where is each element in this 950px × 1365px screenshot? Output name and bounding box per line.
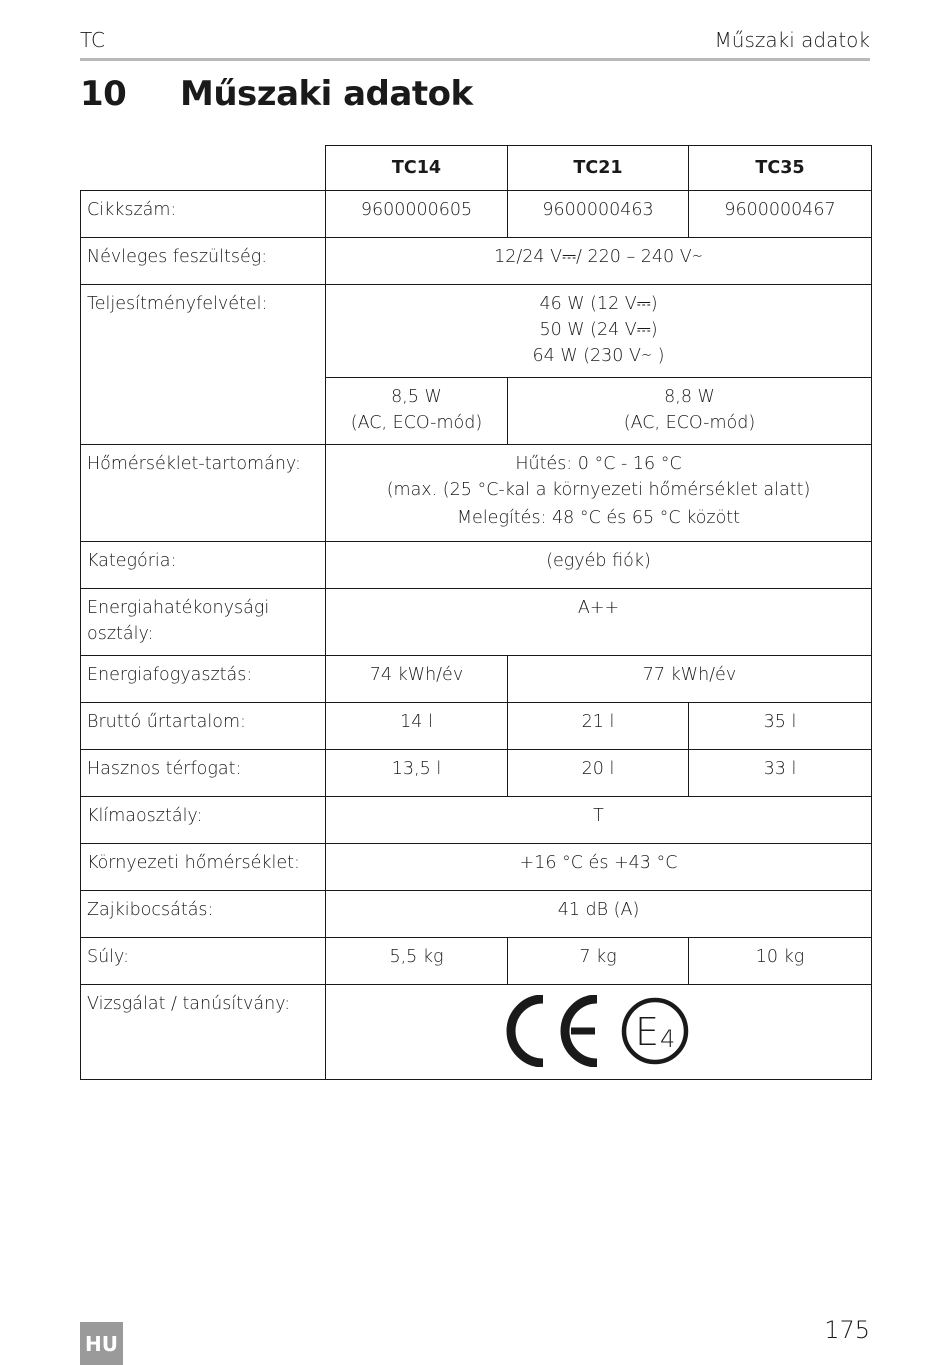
cell-value: 9600000463 xyxy=(508,191,689,238)
table-row xyxy=(81,238,872,285)
cell-value: 9600000467 xyxy=(689,191,872,238)
cell-value: 77 kWh/év xyxy=(508,656,872,703)
cell-value: +16 °C és +43 °C xyxy=(326,844,872,891)
temp-note: (max. (25 °C-kal a környezeti hőmérséklet alatt) xyxy=(386,480,811,500)
e4-approval-icon xyxy=(619,995,695,1067)
cell-value: 9600000605 xyxy=(326,191,508,238)
cell-value: T xyxy=(326,797,872,844)
table-row xyxy=(81,891,872,938)
cell-value: 33 l xyxy=(689,750,872,797)
table-row xyxy=(81,750,872,797)
cell-value: 74 kWh/év xyxy=(326,656,508,703)
table-row xyxy=(81,589,872,656)
row-label: Bruttó űrtartalom: xyxy=(81,703,326,750)
cell-value xyxy=(326,378,508,445)
row-label: Teljesítményfelvétel: xyxy=(81,285,326,445)
table-row xyxy=(81,985,872,1080)
cell-value xyxy=(326,445,872,542)
row-label: Energiafogyasztás: xyxy=(81,656,326,703)
row-label: Kategória: xyxy=(81,542,326,589)
cell-value: A++ xyxy=(326,589,872,656)
cell-value: 35 l xyxy=(689,703,872,750)
table-row xyxy=(81,542,872,589)
table-row xyxy=(81,445,872,542)
page-number: 175 xyxy=(824,1316,870,1344)
cell-value: (egyéb fiók) xyxy=(326,542,872,589)
cert-cell xyxy=(326,985,872,1080)
power-line-12v: 46 W (12 V⎓) xyxy=(539,294,658,314)
header-left: TC xyxy=(80,28,106,52)
row-label: Hasznos térfogat: xyxy=(81,750,326,797)
cell-value xyxy=(326,285,872,378)
table-row xyxy=(81,703,872,750)
power-line-24v: 50 W (24 V⎓) xyxy=(539,320,658,340)
table-row xyxy=(81,285,872,378)
row-label: Zajkibocsátás: xyxy=(81,891,326,938)
spec-table xyxy=(80,145,872,1080)
cell-value: 10 kg xyxy=(689,938,872,985)
temp-heating: Melegítés: 48 °C és 65 °C között xyxy=(456,508,741,528)
cell-value: 14 l xyxy=(326,703,508,750)
header-rule xyxy=(80,58,870,61)
cell-value: 20 l xyxy=(508,750,689,797)
cell-value: 5,5 kg xyxy=(326,938,508,985)
row-label: Névleges feszültség: xyxy=(81,238,326,285)
cell-value: 21 l xyxy=(508,703,689,750)
power-eco-note: (AC, ECO-mód) xyxy=(350,413,483,433)
section-number: 10 xyxy=(80,74,127,114)
ce-mark-icon xyxy=(503,995,603,1067)
table-row xyxy=(81,938,872,985)
table-row xyxy=(81,191,872,238)
power-eco-note: (AC, ECO-mód) xyxy=(623,413,756,433)
row-label: Vizsgálat / tanúsítvány: xyxy=(81,985,326,1080)
cell-value: 12/24 V⎓/ 220 – 240 V∼ xyxy=(326,238,872,285)
svg-text:E: E xyxy=(634,1010,659,1054)
cell-value xyxy=(508,378,872,445)
section-heading: Műszaki adatok xyxy=(180,74,473,114)
cert-marks xyxy=(326,985,871,1067)
col-header-tc35: TC35 xyxy=(689,146,872,191)
row-label: Cikkszám: xyxy=(81,191,326,238)
row-label: Energiahatékonysági osztály: xyxy=(81,589,326,656)
section-title xyxy=(80,74,473,114)
col-header-tc14: TC14 xyxy=(326,146,508,191)
cell-value: 7 kg xyxy=(508,938,689,985)
col-header-tc21: TC21 xyxy=(508,146,689,191)
power-eco-value: 8,8 W xyxy=(664,387,715,407)
temp-cooling: Hűtés: 0 °C - 16 °C xyxy=(515,454,682,474)
table-row xyxy=(81,797,872,844)
svg-text:4: 4 xyxy=(659,1025,675,1053)
table-row xyxy=(81,656,872,703)
row-label: Súly: xyxy=(81,938,326,985)
cell-value: 13,5 l xyxy=(326,750,508,797)
table-corner xyxy=(81,146,326,191)
row-label: Hőmérséklet-tartomány: xyxy=(81,445,326,542)
header-right: Műszaki adatok xyxy=(714,28,870,52)
cell-value: 41 dB (A) xyxy=(326,891,872,938)
power-eco-value: 8,5 W xyxy=(391,387,442,407)
row-label: Klímaosztály: xyxy=(81,797,326,844)
power-line-230v: 64 W (230 V∼ ) xyxy=(532,346,665,366)
table-row xyxy=(81,844,872,891)
row-label: Környezeti hőmérséklet: xyxy=(81,844,326,891)
language-badge: HU xyxy=(80,1322,123,1365)
